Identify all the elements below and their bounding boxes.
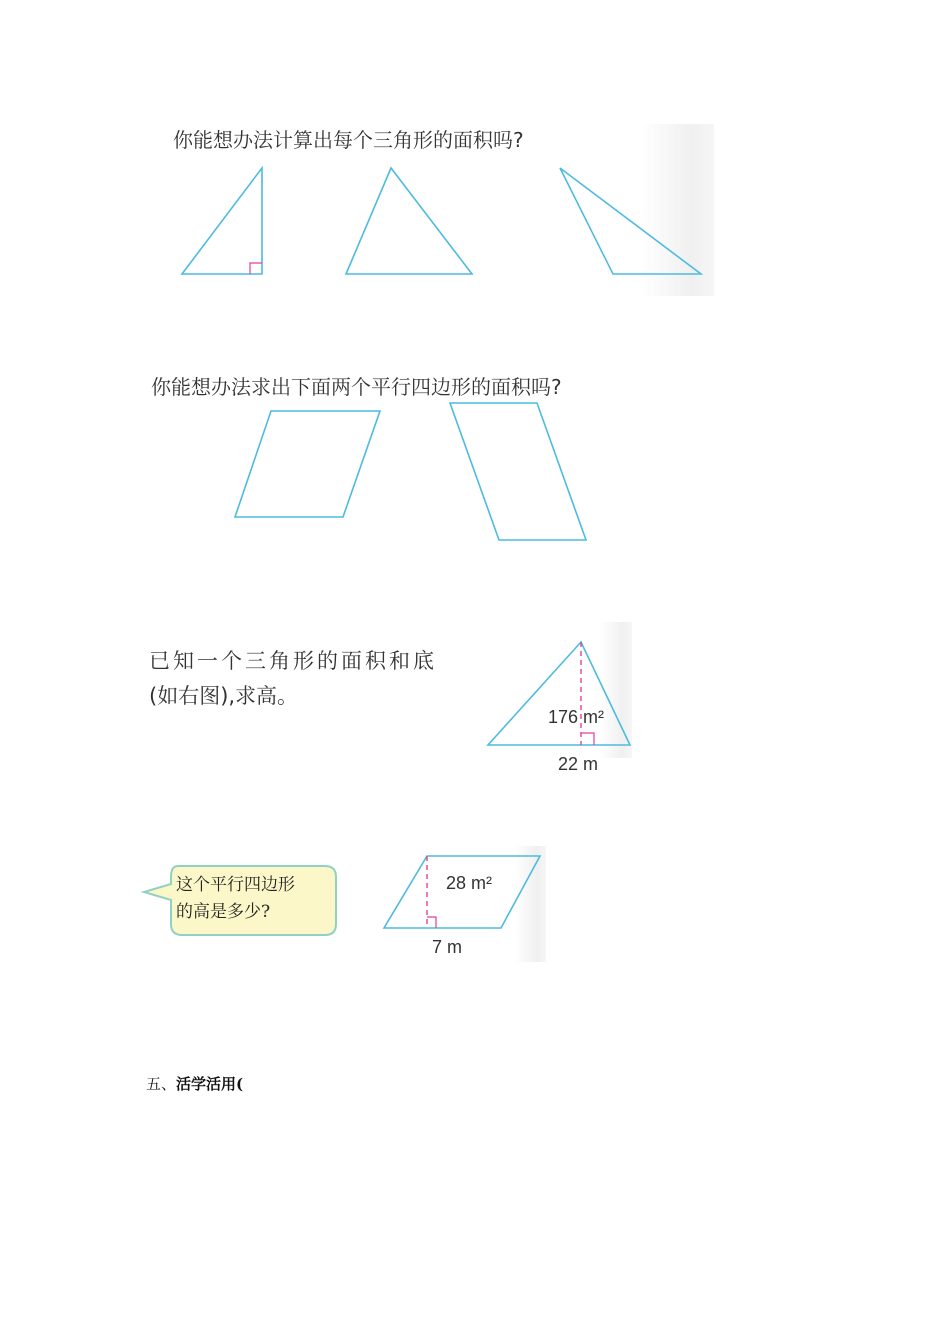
q2-parallelograms [0, 390, 950, 560]
right-angle-mark [250, 263, 262, 274]
q4-parallelogram-figure [370, 845, 550, 965]
parallelogram-wide [235, 411, 380, 517]
right-triangle [182, 168, 262, 274]
base-label: 22 m [558, 754, 599, 774]
area-label: 176 m² [548, 707, 605, 727]
right-angle-mark [581, 733, 594, 745]
question-3-line-2: (如右图),求高。 [149, 684, 299, 708]
q1-triangles [0, 0, 950, 320]
q3-triangle-figure [470, 630, 640, 780]
bubble-line-2: 的高是多少? [176, 902, 271, 922]
obtuse-triangle [560, 168, 701, 274]
base-label: 7 m [432, 937, 463, 957]
area-label: 28 m² [446, 873, 493, 893]
acute-triangle [346, 168, 472, 274]
section-5-prefix: 五、 [146, 1075, 177, 1093]
section-5-title: 活学活用( [176, 1075, 244, 1093]
right-angle-mark [427, 917, 436, 928]
q3-figure-clip [470, 630, 640, 774]
triangle-with-height [488, 642, 630, 745]
question-3-line-1: 已知一个三角形的面积和底 [149, 649, 437, 673]
bubble-line-1: 这个平行四边形 [176, 875, 295, 895]
section-5-heading [146, 1073, 243, 1094]
parallelogram-tall [450, 403, 586, 540]
question-1-text: 你能想办法计算出每个三角形的面积吗? [173, 128, 524, 152]
question-2-text: 你能想办法求出下面两个平行四边形的面积吗? [151, 375, 562, 399]
